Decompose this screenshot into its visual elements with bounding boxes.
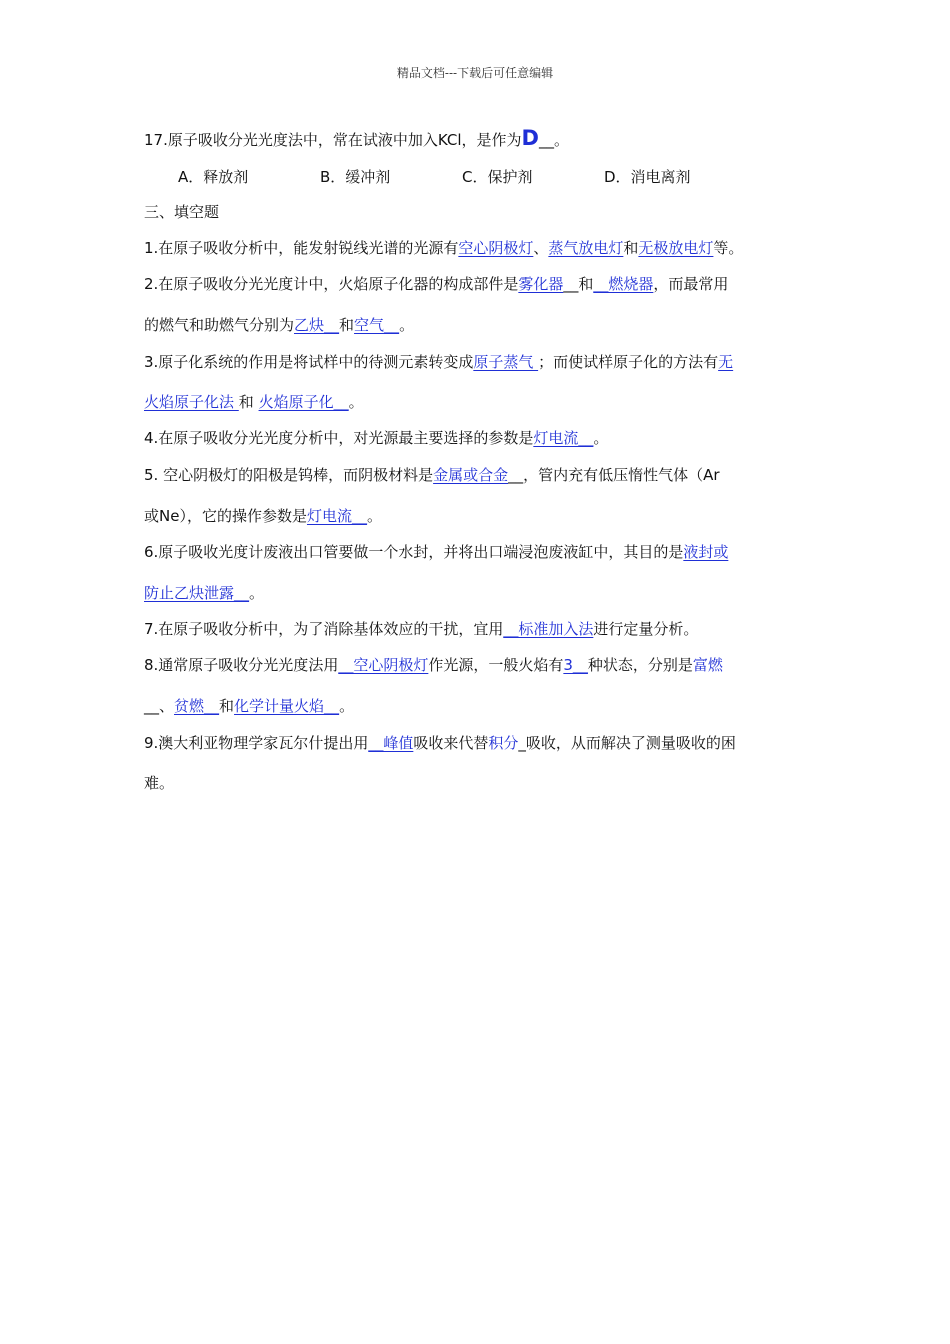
fill-5-line-2: [144, 505, 814, 527]
fill-8-text-3: 种状态，分别是: [587, 656, 693, 674]
fill-3-end: 。: [348, 393, 364, 411]
fill-6-answer-start: 液封或: [683, 543, 729, 561]
fill-2-answer-2: __燃烧器: [593, 275, 654, 293]
fill-3-line-1: [144, 351, 814, 373]
fill-8-answer-4: 贫燃__: [174, 697, 220, 715]
fill-8-sep-2: 和: [219, 697, 235, 715]
fill-6-end: 。: [249, 584, 265, 602]
fill-5-answer-2: 灯电流__: [306, 507, 367, 525]
fill-1-sep-1: 、: [533, 239, 549, 257]
fill-2-sep-2: 和: [339, 316, 355, 334]
fill-4-end: 。: [593, 429, 609, 447]
fill-1-text: 1.在原子吸收分析中，能发射锐线光谱的光源有: [144, 239, 459, 257]
fill-7-text: 7.在原子吸收分析中，为了消除基体效应的干扰，宜用: [144, 620, 504, 638]
fill-7-end: 进行定量分析。: [593, 620, 699, 638]
question-17: [144, 127, 814, 151]
fill-4-text: 4.在原子吸收分光光度分析中，对光源最主要选择的参数是: [144, 429, 534, 447]
fill-8-answer-3: 富燃: [692, 656, 723, 674]
fill-1-answer-3: 无极放电灯: [638, 239, 714, 257]
fill-9-answer-2: 积分: [488, 734, 519, 752]
fill-3-answer-2-start: 无: [718, 353, 734, 371]
section-title: 三、填空题: [144, 203, 220, 221]
fill-2-end: 。: [399, 316, 415, 334]
fill-2-line-1: [144, 273, 814, 295]
fill-7: [144, 618, 814, 640]
fill-8-end: 。: [339, 697, 355, 715]
fill-9-answer-1: __峰值: [368, 734, 414, 752]
fill-5-answer-1: 金属或合金: [433, 466, 509, 484]
question-17-tail: __。: [538, 131, 569, 149]
fill-5-end: 。: [366, 507, 382, 525]
fill-2-answer-3: 乙炔__: [294, 316, 340, 334]
fill-6-text: 6.原子吸收光度计废液出口管要做一个水封，并将出口端浸泡废液缸中，其目的是: [144, 543, 684, 561]
fill-8-line-1: [144, 654, 814, 676]
fill-8-sep-1: __、: [144, 697, 175, 715]
fill-8-text-2: 作光源，一般火焰有: [428, 656, 564, 674]
question-17-text: 17.原子吸收分光光度法中，常在试液中加入KCl，是作为: [144, 131, 522, 149]
fill-8-answer-1: __空心阴极灯: [338, 656, 429, 674]
fill-5-text-2: __，管内充有低压惰性气体（Ar: [508, 466, 720, 484]
fill-2-sep-1: __和: [563, 275, 594, 293]
fill-9-text-3: _吸收，从而解决了测量吸收的困: [518, 734, 736, 752]
fill-3-sep: 和: [238, 393, 259, 411]
fill-3-answer-1: 原子蒸气: [473, 353, 539, 371]
fill-9-text-2: 吸收来代替: [413, 734, 489, 752]
option-c: C．保护剂: [462, 168, 533, 186]
fill-3-text-2: ；而使试样原子化的方法有: [538, 353, 719, 371]
question-17-options: [178, 166, 848, 188]
option-a: A．释放剂: [178, 168, 249, 186]
page-header: 精品文档---下载后可任意编辑: [396, 66, 554, 80]
fill-4: [144, 427, 814, 449]
fill-5-text: 5. 空心阴极灯的阳极是钨棒，而阴极材料是: [144, 466, 434, 484]
fill-7-answer-1: __标准加入法: [503, 620, 594, 638]
fill-3-answer-2-end: 火焰原子化法: [144, 393, 239, 411]
fill-9-text: 9.澳大利亚物理学家瓦尔什提出用: [144, 734, 369, 752]
fill-8-answer-2: 3__: [563, 656, 588, 674]
question-17-answer: D: [521, 126, 539, 150]
option-b: B．缓冲剂: [320, 168, 391, 186]
fill-8-line-2: [144, 695, 814, 717]
fill-2-text-3: 的燃气和助燃气分别为: [144, 316, 295, 334]
fill-6-line-2: [144, 582, 814, 604]
fill-8-answer-5: 化学计量火焰__: [234, 697, 340, 715]
fill-5-text-3: 或Ne），它的操作参数是: [144, 507, 307, 525]
fill-1-answer-1: 空心阴极灯: [458, 239, 534, 257]
fill-1: [144, 237, 814, 259]
fill-2-text-2: ，而最常用: [653, 275, 729, 293]
fill-3-line-2: [144, 391, 814, 413]
fill-6-line-1: [144, 541, 814, 563]
option-d: D．消电离剂: [604, 168, 691, 186]
fill-2-line-2: [144, 314, 814, 336]
fill-2-text: 2.在原子吸收分光光度计中，火焰原子化器的构成部件是: [144, 275, 519, 293]
fill-1-sep-2: 和: [623, 239, 639, 257]
fill-4-answer-1: 灯电流__: [533, 429, 594, 447]
fill-1-answer-2: 蒸气放电灯: [548, 239, 624, 257]
fill-8-text: 8.通常原子吸收分光光度法用: [144, 656, 339, 674]
fill-3-answer-3: 火焰原子化__: [258, 393, 349, 411]
fill-5-line-1: [144, 464, 814, 486]
fill-3-text: 3.原子化系统的作用是将试样中的待测元素转变成: [144, 353, 474, 371]
fill-6-answer-end: 防止乙炔泄露__: [144, 584, 250, 602]
fill-9-line-2: 难。: [144, 774, 175, 792]
fill-1-end: 等。: [713, 239, 744, 257]
fill-2-answer-4: 空气__: [354, 316, 400, 334]
fill-2-answer-1: 雾化器: [518, 275, 564, 293]
fill-9-line-1: [144, 732, 814, 754]
